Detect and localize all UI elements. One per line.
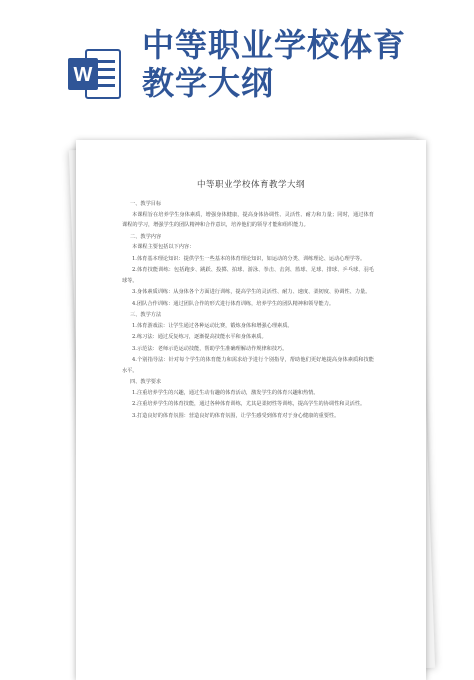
paragraph: 4.团队合作训练：通过团队合作的形式进行体育训练，培养学生的团队精神和领导能力。 (132, 300, 335, 307)
paragraph: 4.个别指导法：针对每个学生的体育能力和需求给予进行个别指导，帮助他们更好地提高身体素质和技能水平。 (122, 357, 374, 374)
paragraph: 1.体育基本理论知识：提供学生一些基本的体育理论知识，如运动的分类、训练理论、运动心理学等。 (132, 255, 366, 262)
document-body (122, 198, 374, 421)
word-doc-icon (66, 46, 124, 102)
section-heading: 四、教学要求 (130, 379, 162, 385)
section-heading: 二、教学内容 (130, 233, 162, 240)
banner (0, 0, 474, 120)
paragraph: 3.打造良好的体育氛围：营造良好的体育氛围，让学生感受到体育对于身心健康的重要性。 (132, 412, 340, 419)
paragraph: 2.练习法：通过反复练习，逐渐提高技能水平和身体素质。 (132, 334, 267, 340)
paragraph: 3.身体素质训练：从身体各个方面进行训练，提高学生的灵活性、耐力、速度、柔韧度、协调性、力量。 (132, 289, 371, 295)
paragraph: 2.体育技能训练：包括跑步、跳跃、投掷、拍球、游泳、拳击、击剑、篮球、足球、排球、乒乓球、羽毛球等。 (122, 267, 374, 284)
paragraph: 2.注重培养学生的体育技能，通过各种体育训练，尤其是柔韧性等训练，提高学生的协调性和灵活性。 (132, 401, 366, 407)
banner-title (142, 26, 462, 102)
paragraph: 1.体育游戏法：让学生通过各种运动比赛，锻炼身体和增强心理素质。 (132, 322, 293, 329)
paragraph: 本课程旨在培养学生身体素质，增强身体健康，提高身体协调性、灵活性、耐力和力量；同时，通过体育课程的学习，增强学生的团队精神和合作意识，培养他们的领导才能和组织能力。 (122, 211, 374, 228)
document-page (76, 140, 426, 680)
section-heading: 三、教学方法 (130, 312, 162, 318)
paragraph: 本课程主要包括以下内容： (132, 244, 195, 250)
paragraph: 3.示范法：老师示范运动技能，帮助学生准确理解动作规律和技巧。 (132, 345, 288, 352)
section-heading: 一、教学目标 (130, 201, 162, 207)
banner-title-line-1: 中等职业学校体育 (142, 26, 407, 64)
banner-title-line-2: 教学大纲 (142, 64, 275, 102)
document-title: 中等职业学校体育教学大纲 (196, 180, 305, 190)
word-icon-letter: W (73, 64, 93, 86)
paragraph: 1.注重培养学生的兴趣，通过生动有趣的体育活动，激发学生的体育兴趣和热情。 (132, 389, 319, 396)
